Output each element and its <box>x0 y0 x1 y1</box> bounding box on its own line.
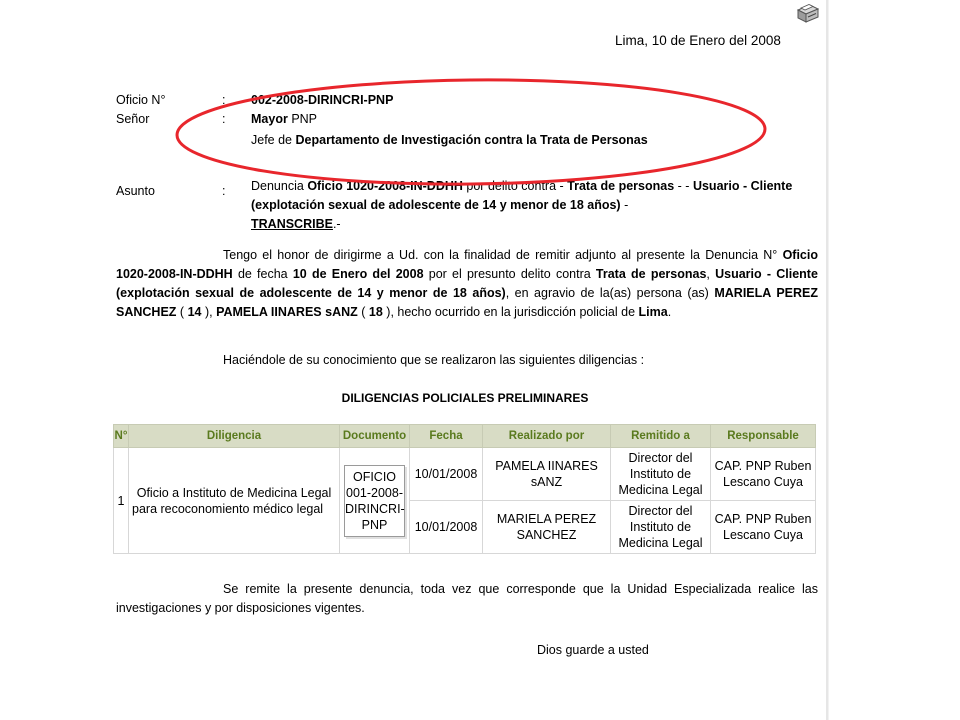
oficio-colon: : <box>222 93 226 107</box>
fecha-cell: 10/01/2008 <box>410 501 483 554</box>
header-documento: Documento <box>340 425 410 448</box>
senor-label: Señor <box>116 112 150 126</box>
fecha-cell: 10/01/2008 <box>410 448 483 501</box>
header-fecha: Fecha <box>410 425 483 448</box>
document-page <box>110 0 828 720</box>
responsable-cell: CAP. PNP Ruben Lescano Cuya <box>711 448 816 501</box>
header-realizado: Realizado por <box>483 425 611 448</box>
asunto-text: Denuncia Oficio 1020-2008-IN-DDHH por delito contra - Trata de personas - - Usuario - Cliente (explotación sexual de adolescente de 14 y menor de 18 años) - TRANSCRIBE.- <box>251 179 793 231</box>
senor-rank: Mayor PNP <box>251 112 318 126</box>
printer-icon[interactable] <box>792 2 820 26</box>
closing-salutation: Dios guarde a usted <box>537 643 649 657</box>
senor-title: Jefe de Departamento de Investigación contra la Trata de Personas <box>251 133 648 147</box>
responsable-cell: CAP. PNP Ruben Lescano Cuya <box>711 501 816 554</box>
realizado-cell: PAMELA IINARES sANZ <box>483 448 611 501</box>
asunto-label: Asunto <box>116 184 155 198</box>
diligencias-table <box>113 424 816 554</box>
diligencia-cell: Oficio a Instituto de Medicina Legal para recoconomiento médico legal <box>129 448 340 554</box>
header-diligencia: Diligencia <box>129 425 340 448</box>
realizado-cell: MARIELA PEREZ SANCHEZ <box>483 501 611 554</box>
asunto-colon: : <box>222 184 226 198</box>
row-number: 1 <box>114 448 129 554</box>
intro-paragraph: Tengo el honor de dirigirme a Ud. con la finalidad de remitir adjunto al presente la Denuncia N° Oficio 1020-2008-IN-DDHH de fecha 10 de Enero del 2008 por el presunto delito contra Trata de personas, Usuario - Cliente (explotación sexual de adolescente de 14 y menor de 18 años), en agravio de la(as) persona (as) MARIELA PEREZ SANCHEZ ( 14 ), PAMELA IINARES sANZ ( 18 ), hecho ocurrido en la jurisdicción policial de Lima. <box>116 248 818 319</box>
remitido-cell: Director del Instituto de Medicina Legal <box>611 501 711 554</box>
senor-colon: : <box>222 112 226 126</box>
section-title: DILIGENCIAS POLICIALES PRELIMINARES <box>341 391 589 405</box>
document-date: Lima, 10 de Enero del 2008 <box>615 33 781 48</box>
header-num: N° <box>114 425 129 448</box>
header-remitido: Remitido a <box>611 425 711 448</box>
documento-cell <box>340 448 410 554</box>
remitido-cell: Director del Instituto de Medicina Legal <box>611 448 711 501</box>
closing-paragraph: Se remite la presente denuncia, toda vez que corresponde que la Unidad Especializada realice las investigaciones y por disposiciones vigentes. <box>116 582 818 615</box>
table-header-row <box>114 425 816 448</box>
documento-box: OFICIO 001-2008-DIRINCRI-PNP <box>344 465 405 537</box>
table-row <box>114 448 816 501</box>
oficio-number: 002-2008-DIRINCRI-PNP <box>251 93 394 107</box>
diligencias-intro: Haciéndole de su conocimiento que se realizaron las siguientes diligencias : <box>223 353 645 367</box>
header-responsable: Responsable <box>711 425 816 448</box>
oficio-label: Oficio N° <box>116 93 166 107</box>
